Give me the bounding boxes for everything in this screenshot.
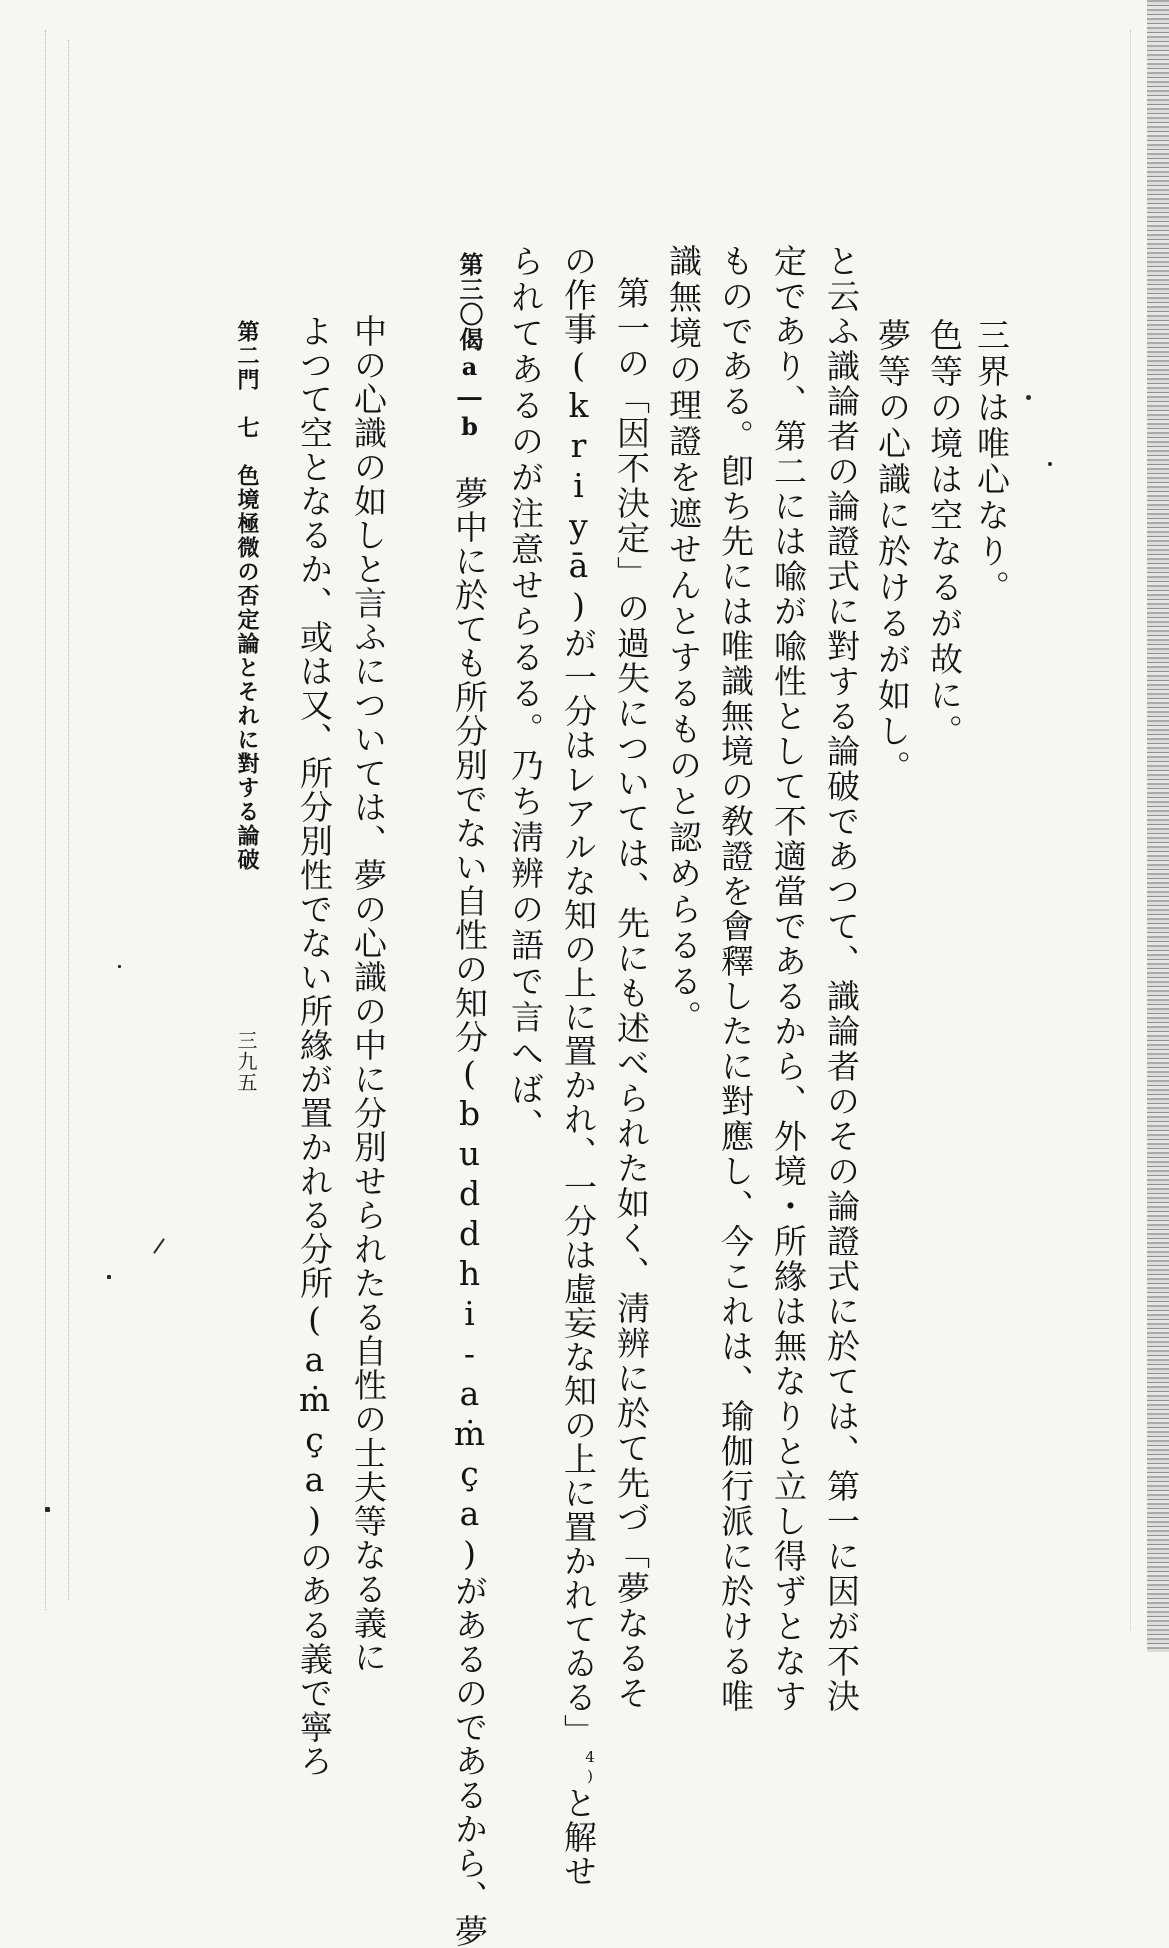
scan-dotted-line <box>45 30 46 1610</box>
text-line-5: 定であり、第二には喩が喩性として不適當であるから、外境・所緣は無なりと立し得ずとなす <box>769 244 808 1714</box>
text-line-13: よつて空となるか、或は又、所分別性でない所緣が置かれる分所(aṁça)のある義で寧ろ <box>295 314 334 1778</box>
text-line-3: 夢等の心識に於けるが如し。 <box>873 318 912 786</box>
scan-speck <box>45 1507 50 1512</box>
text-line-10: られてあるのが注意せらるる。乃ち淸辨の語で言へば、 <box>506 244 545 1144</box>
scan-dotted-line <box>68 40 69 1600</box>
running-head: 第二門 七 色境極微の否定論とそれに對する論破 <box>234 320 260 872</box>
text-line-2: 色等の境は空なるが故に。 <box>925 318 964 750</box>
text-line-12: 中の心識の如しと言ふについては、夢の心識の中に分別せられたる自性の士夫等なる義に <box>349 314 388 1674</box>
text-line-6: ものである。卽ち先には唯識無境の敎證を會釋したに對應し、今これは、瑜伽行派に於ける唯 <box>716 244 755 1714</box>
scan-speck <box>1026 395 1031 400</box>
footnote-marker: 4) <box>581 1748 599 1786</box>
text-line-9-end: と解せ <box>559 1786 598 1888</box>
text-line-4: と云ふ識論者の論證式に對する論破であつて、識論者のその論證式に於ては、第一に因が不決 <box>822 244 861 1714</box>
scan-speck <box>153 1238 165 1254</box>
page-edge <box>1147 0 1169 1652</box>
text-line-8: 第一の「因不決定」の過失については、先にも述べられた如く、淸辨に於て先づ「夢なるそ <box>612 276 651 1711</box>
text-line-11-main: 夢中に於ても所分別でない自性の知分(buddhi-aṁça)があるのであるから、夢 <box>450 476 489 1948</box>
scan-dotted-line <box>1130 30 1131 1630</box>
text-line-11 <box>450 252 489 1948</box>
text-line-1: 三界は唯心なり。 <box>972 318 1011 606</box>
scan-speck <box>1048 462 1052 466</box>
page-number: 三九五 <box>234 1030 258 1093</box>
verse-label: 第三〇偈a―b <box>455 252 484 442</box>
text-line-9 <box>559 244 599 1888</box>
text-line-7: 識無境の理證を遮せんとするものと認めらるる。 <box>664 244 703 1036</box>
scan-speck <box>107 1275 111 1279</box>
scan-speck <box>118 965 121 968</box>
text-line-9-main: の作事(kriyā)が一分はレアルな知の上に置かれ、一分は虛妄な知の上に置かれてゐる」 <box>559 244 598 1748</box>
